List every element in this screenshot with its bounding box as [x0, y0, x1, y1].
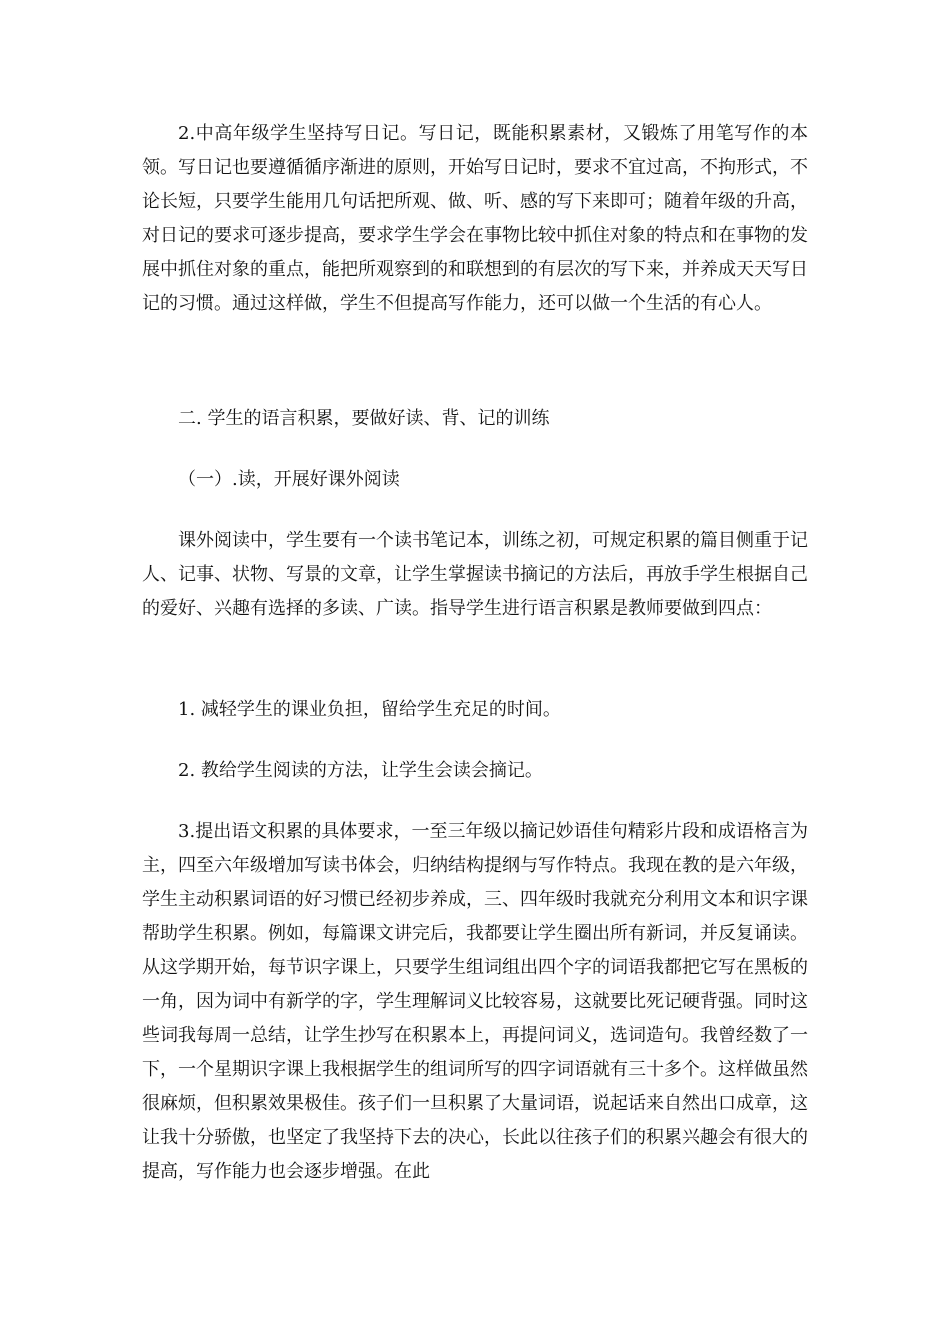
paragraph-extracurricular-reading: 课外阅读中，学生要有一个读书笔记本，训练之初，可规定积累的篇目侧重于记人、记事、状物、写景的文章，让学生掌握读书摘记的方法后，再放手学生根据自己的爱好、兴趣有选择的多读、广读。指导学生进行语言积累是教师要做到四点：: [142, 530, 808, 619]
subsection-heading-reading: （一）.读，开展好课外阅读: [178, 469, 400, 490]
list-item-1: 1. 减轻学生的课业负担，留给学生充足的时间。: [178, 699, 561, 720]
paragraph-diary: 2.中高年级学生坚持写日记。写日记，既能积累素材，又锻炼了用笔写作的本领。写日记也要遵循循序渐进的原则，开始写日记时，要求不宜过高，不拘形式，不论长短，只要学生能用几句话把所观、做、听、感的写下来即可；随着年级的升高，对日记的要求可逐步提高，要求学生学会在事物比较中抓住对象的特点和在事物的发展中抓住对象的重点，能把所观察到的和联想到的有层次的写下来，并养成天天写日记的习惯。通过这样做，学生不但提高写作能力，还可以做一个生活的有心人。: [142, 123, 808, 314]
list-item-3: 3.提出语文积累的具体要求，一至三年级以摘记妙语佳句精彩片段和成语格言为主，四至六年级增加写读书体会，归纳结构提纲与写作特点。我现在教的是六年级，学生主动积累词语的好习惯已经初步养成，三、四年级时我就充分利用文本和识字课帮助学生积累。例如，每篇课文讲完后，我都要让学生圈出所有新词，并反复诵读。从这学期开始，每节识字课上，只要学生组词组出四个字的词语我都把它写在黑板的一角，因为词中有新学的字，学生理解词义比较容易，这就要比死记硬背强。同时这些词我每周一总结，让学生抄写在积累本上，再提问词义，选词造句。我曾经数了一下，一个星期识字课上我根据学生的组词所写的四字词语就有三十多个。这样做虽然很麻烦，但积累效果极佳。孩子们一旦积累了大量词语，说起话来自然出口成章，这让我十分骄傲，也坚定了我坚持下去的决心，长此以往孩子们的积累兴趣会有很大的提高，写作能力也会逐步增强。在此: [142, 821, 808, 1182]
list-item-2: 2. 教给学生阅读的方法，让学生会读会摘记。: [178, 760, 543, 781]
section-heading-language-accumulation: 二. 学生的语言积累，要做好读、背、记的训练: [178, 408, 550, 429]
